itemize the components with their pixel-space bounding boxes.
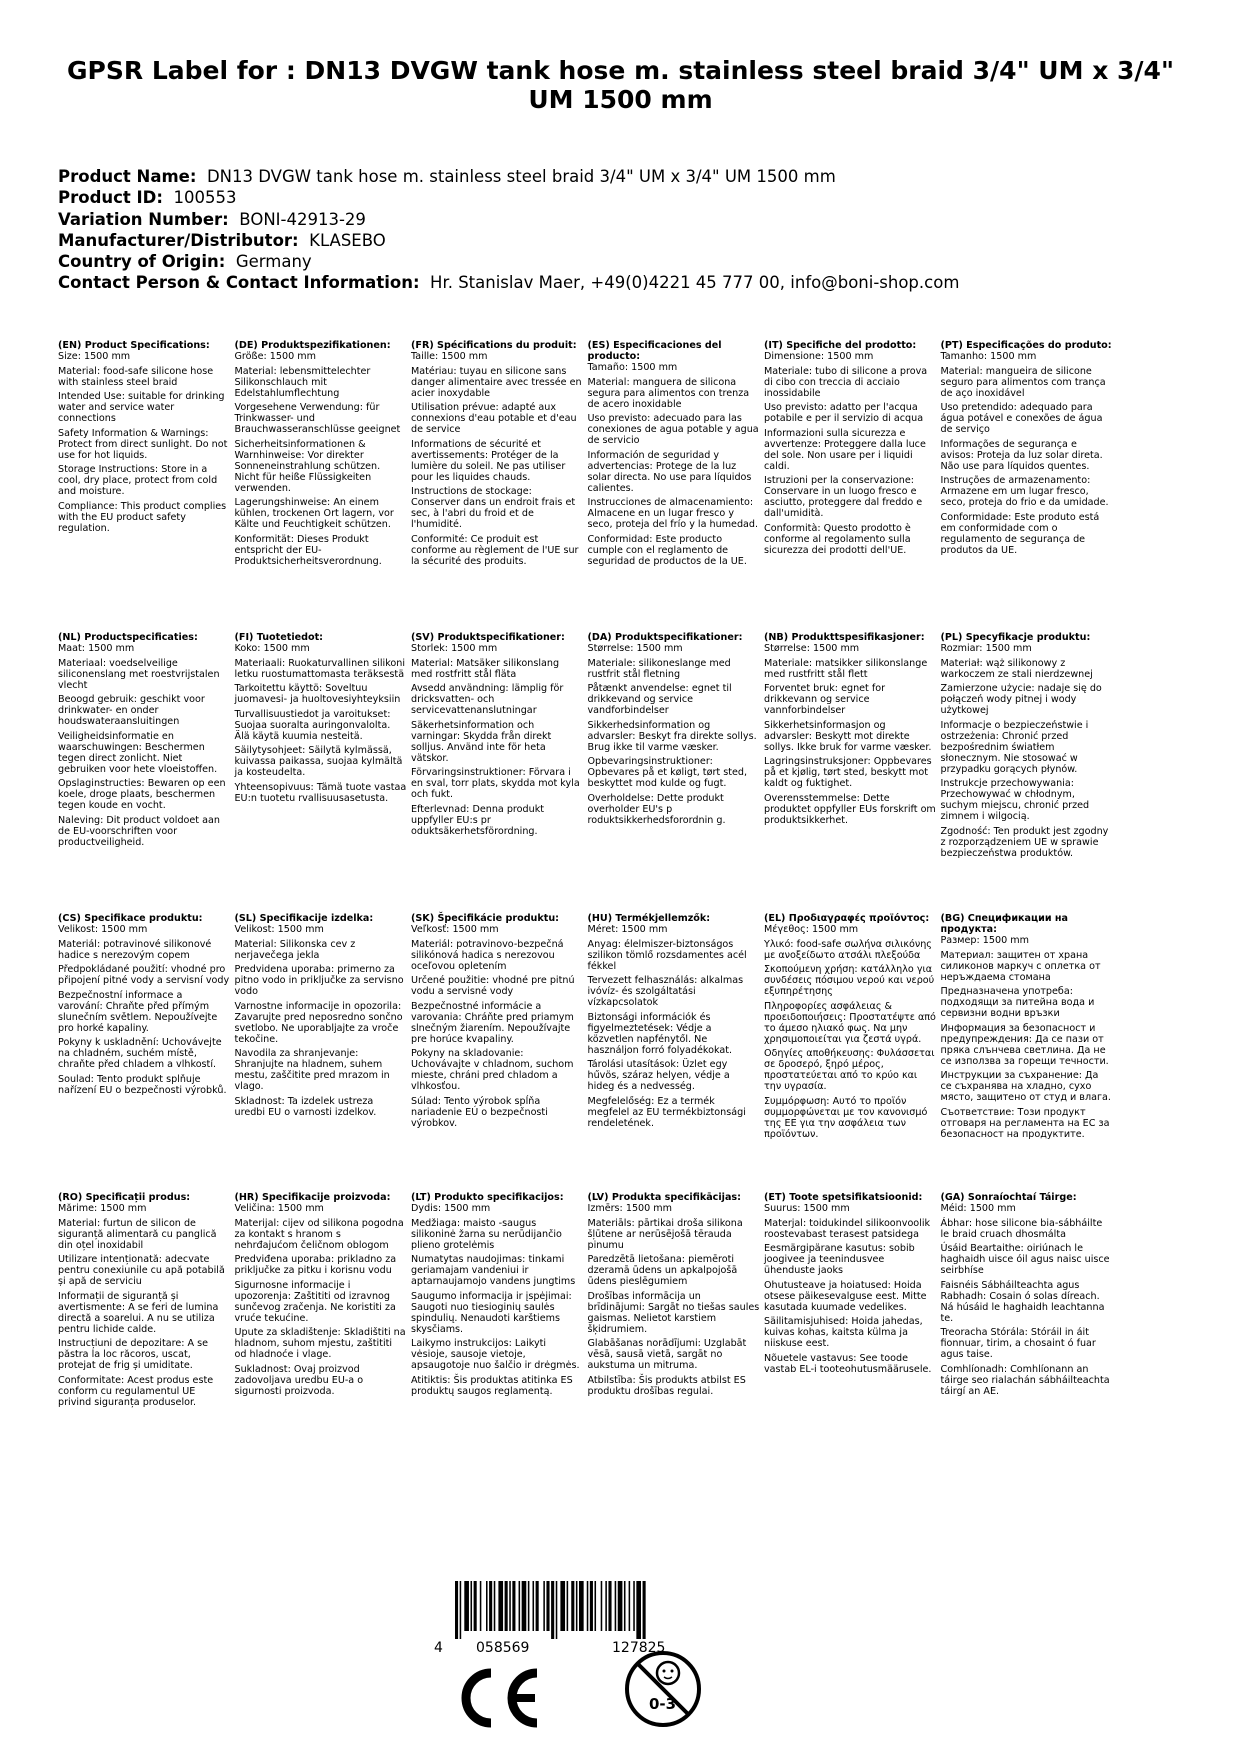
spec-line: Sikkerhedsinformation og advarsler: Beskyt fra direkte sollys. Brug ikke til varme væsker. [587, 719, 757, 753]
spec-line: Material: mangueira de silicone seguro para alimentos com trança de aço inoxidável [940, 365, 1106, 399]
spec-line: Materiaal: voedselveilige siliconenslang met roestvrijstalen vlecht [58, 657, 220, 691]
barcode-bar [455, 1581, 458, 1639]
spec-line: Suurus: 1500 mm [764, 1203, 850, 1214]
barcode-bar [601, 1581, 603, 1631]
barcode-bar [546, 1581, 549, 1631]
spec-heading: (NB) Produkttspesifikasjoner: [764, 632, 925, 643]
spec-line: Οδηγίες αποθήκευσης: Φυλάσσεται σε δροσερό, ξηρό μέρος, προστατεύεται από το κρύο και την υγρασία. [764, 1048, 935, 1093]
spec-line: Uso previsto: adatto per l'acqua potabile e per il servizio di acqua [764, 402, 924, 425]
spec-line: Materiale: matsikker silikonslange med rustfritt stål flett [764, 657, 928, 680]
barcode-bar [460, 1581, 462, 1639]
spec-block [235, 913, 407, 1122]
spec-heading: (CS) Specifikace produktu: [58, 913, 203, 924]
spec-line: Mărime: 1500 mm [58, 1203, 147, 1214]
info-value: KLASEBO [309, 230, 386, 250]
spec-line: Treoracha Stórála: Stóráil in áit fionnuar, tirim, a chosaint ó fuar agus taise. [940, 1327, 1096, 1361]
spec-line: Размер: 1500 mm [940, 935, 1029, 946]
info-value: DN13 DVGW tank hose m. stainless steel braid 3/4" UM x 3/4" UM 1500 mm [206, 167, 836, 186]
spec-line: Материал: защитен от храна силиконов маркуч с оплетка от неръждаема стомана [940, 949, 1101, 983]
info-key: Product Name: [58, 167, 197, 186]
info-row [58, 187, 1188, 208]
barcode-bar [567, 1581, 569, 1631]
spec-line: Informazioni sulla sicurezza e avvertenze: Proteggere dalla luce del sole. Non usare per i liquidi caldi. [764, 427, 926, 472]
barcode-bar [595, 1581, 597, 1631]
spec-line: Paredzētā lietošana: piemēroti dzeramā ūdens un apkalpojošā ūdens pieslēgumiem [587, 1254, 738, 1288]
barcode-bar [512, 1581, 515, 1631]
spec-line: Conformitate: Acest produs este conform cu regulamentul UE privind siguranța produselor. [58, 1374, 214, 1408]
spec-line: Megfelelőség: Ez a termék megfelel az EU termékbiztonsági rendeletének. [587, 1095, 746, 1129]
spec-line: Numatytas naudojimas: tinkami geriamajam vandeniui ir aptarnaujamojo vandens jungtims [411, 1254, 576, 1288]
spec-line: Predviđena uporaba: prikladno za priključke za pitku i korisnu vodu [234, 1254, 397, 1277]
spec-line: Förvaringsinstruktioner: Förvara i en sval, torr plats, skydda mot kyla och fukt. [411, 767, 580, 801]
spec-line: Upute za skladištenje: Skladištiti na hladnom, suhom mjestu, zaštititi od hladnoće i vlage. [234, 1327, 406, 1361]
spec-line: Μέγεθος: 1500 mm [764, 924, 859, 935]
product-info [58, 166, 1188, 294]
spec-line: Matériau: tuyau en silicone sans danger alimentaire avec tressée en acier inoxydable [411, 365, 582, 399]
spec-block [941, 632, 1113, 863]
barcode-bar [560, 1581, 565, 1631]
info-key: Manufacturer/Distributor: [58, 230, 299, 250]
spec-line: Glabāšanas norādījumi: Uzglabāt vēsā, sausā vietā, sargāt no aukstuma un mitruma. [587, 1338, 747, 1372]
spec-heading: (HU) Termékjellemzők: [587, 913, 711, 924]
spec-line: Nõuetele vastavus: See toode vastab EL-i tooteohutusmäärusele. [764, 1352, 932, 1375]
spec-line: Sikkerhetsinformasjon og advarsler: Beskytt mot direkte sollys. Ikke bruk for varme væsker. [764, 719, 932, 753]
spec-block [941, 913, 1113, 1144]
spec-line: Materiale: tubo di silicone a prova di cibo con treccia di acciaio inossidabile [764, 365, 928, 399]
spec-heading: (IT) Specifiche del prodotto: [764, 340, 917, 351]
spec-line: Bezpečnostné informácie a varovania: Chráňte pred priamym slnečným žiarením. Nepoužívajte pre horúce kvapaliny. [411, 1000, 574, 1045]
spec-line: Material: lebensmittelechter Silikonschlauch mit Edelstahlumflechtung [234, 365, 371, 399]
spec-line: Storage Instructions: Store in a cool, dry place, protect from cold and moisture. [58, 464, 218, 498]
spec-line: Instrukcje przechowywania: Przechowywać w chłodnym, suchym miejscu, chronić przed zimnem i wilgocią. [940, 778, 1090, 823]
spec-line: Drošības informācija un brīdinājumi: Sargāt no tiešas saules gaismas. Nelietot karstiem šķidrumiem. [587, 1290, 760, 1335]
barcode-bar [480, 1581, 482, 1631]
spec-line: Größe: 1500 mm [234, 351, 316, 362]
spec-line: Tamaño: 1500 mm [587, 362, 678, 373]
spec-line: Medžiaga: maisto -saugus silikoninė žarna su nerūdijančio plieno grotelėmis [411, 1217, 562, 1251]
spec-heading: (SL) Specifikacije izdelka: [234, 913, 374, 924]
spec-line: Informacje o bezpieczeństwie i ostrzeżenia: Chronić przed bezpośrednim światłem słonecznym. Nie stosować w przypadku gorących płynów. [940, 719, 1089, 775]
spec-line: Materiale: silikoneslange med rustfrit stål fletning [587, 657, 731, 680]
age-warning-label: 0-3 [649, 1695, 677, 1713]
spec-line: Tervezett felhasználás: alkalmas ivóvíz- és szolgáltatási vízkapcsolatok [587, 975, 744, 1009]
spec-heading: (BG) Спецификации на продукта: [940, 913, 1069, 935]
spec-line: Materijal: cijev od silikona pogodna za kontakt s hranom s nehrđajućom čeličnom oblogom [234, 1217, 404, 1251]
spec-line: Laikymo instrukcijos: Laikyti vėsioje, sausoje vietoje, apsaugotoje nuo šalčio ir drėgmės. [411, 1338, 580, 1372]
spec-line: Material: food-safe silicone hose with stainless steel braid [58, 365, 214, 388]
spec-block [235, 1192, 407, 1401]
spec-line: Safety Information & Warnings: Protect from direct sunlight. Do not use for hot liquids. [58, 427, 228, 461]
barcode-bar [505, 1581, 508, 1631]
spec-block [411, 340, 583, 571]
barcode-bar [579, 1581, 584, 1631]
info-row [58, 251, 1188, 272]
spec-line: Materiał: wąż silikonowy z warkoczem ze stali nierdzewnej [940, 657, 1093, 680]
spec-line: Conformité: Ce produit est conforme au règlement de l'UE sur la sécurité des produits. [411, 533, 579, 567]
spec-heading: (RO) Specificații produs: [58, 1192, 191, 1203]
spec-line: Informații de siguranță și avertismente: A se feri de lumina directă a soarelui. A nu se utiliza pentru lichide calde. [58, 1290, 219, 1335]
barcode-bar [543, 1581, 545, 1631]
not-for-children-0-3-icon [623, 1649, 703, 1729]
spec-line: Предназначена употреба: подходящи за питейна вода и сервизни водни връзки [940, 986, 1095, 1020]
spec-line: Konformität: Dieses Produkt entspricht der EU-Produktsicherheitsverordnung. [234, 533, 382, 567]
spec-line: Инструкции за съхранение: Да се съхранява на хладно, сухо място, защитено от студ и влага. [940, 1070, 1111, 1104]
spec-line: Atbilstība: Šis produkts atbilst ES produktu drošības regulai. [587, 1374, 746, 1397]
spec-block [764, 340, 936, 560]
barcode-digit-group-1: 058569 [476, 1640, 530, 1656]
barcode-bar [494, 1581, 496, 1631]
spec-line: Určené použitie: vhodné pre pitnú vodu a servisné vody [411, 975, 575, 998]
spec-line: Efterlevnad: Denna produkt uppfyller EU:s pr oduktsäkerhetsförordning. [411, 803, 545, 837]
barcode-bar [590, 1581, 593, 1631]
spec-line: Materiál: potravinové silikonové hadice s nerezovým copem [58, 938, 212, 961]
spec-line: Instruções de armazenamento: Armazene em um lugar fresco, seco, proteja do frio e da umidade. [940, 475, 1109, 509]
spec-line: Størrelse: 1500 mm [764, 643, 860, 654]
barcode-bar [636, 1581, 641, 1639]
spec-line: Συμμόρφωση: Αυτό το προϊόν συμμορφώνεται με τον κανονισμό της ΕΕ για την ασφάλεια των προϊόντων. [764, 1095, 928, 1140]
spec-line: Veličina: 1500 mm [234, 1203, 324, 1214]
spec-line: Opbevaringsinstruktioner: Opbevares på et køligt, tørt sted, beskyttet mod kulde og fugt. [587, 756, 748, 790]
barcode-bar [551, 1581, 554, 1639]
spec-line: Materjal: toidukindel silikoonvoolik roostevabast terasest patsidega [764, 1217, 931, 1240]
spec-heading: (GA) Sonraíochtaí Táirge: [940, 1192, 1077, 1203]
spec-line: Navodila za shranjevanje: Shranjujte na hladnem, suhem mestu, zaščitite pred mrazom in vlago. [234, 1048, 390, 1093]
barcode-bar [605, 1581, 607, 1631]
barcode-digit-1: 4 [434, 1640, 443, 1656]
spec-line: Instrucțiuni de depozitare: A se păstra la loc răcoros, uscat, protejat de frig și umiditate. [58, 1338, 209, 1372]
barcode-bar [528, 1581, 530, 1631]
spec-line: Compliance: This product complies with the EU product safety regulation. [58, 500, 227, 534]
spec-heading: (SV) Produktspecifikationer: [411, 632, 565, 643]
spec-line: Overholdelse: Dette produkt overholder EU's p roduktsikkerhedsforordnin g. [587, 792, 726, 826]
info-row [58, 272, 1188, 293]
spec-line: Yhteensopivuus: Tämä tuote vastaa EU:n tuotetu rvallisuusasetusta. [234, 781, 407, 804]
info-value: BONI-42913-29 [239, 209, 366, 229]
barcode-bar [615, 1581, 617, 1631]
barcode-bar [489, 1581, 492, 1631]
barcode-bar [571, 1581, 574, 1631]
spec-line: Съответствие: Този продукт отговаря на регламента на ЕС за безопасност на продуктите. [940, 1106, 1110, 1140]
spec-line: Dimensione: 1500 mm [764, 351, 874, 362]
barcode-bar [556, 1581, 558, 1639]
spec-heading: (ET) Toote spetsifikatsioonid: [764, 1192, 923, 1203]
spec-heading: (HR) Specifikacije proizvoda: [234, 1192, 391, 1203]
spec-block [941, 340, 1113, 560]
spec-line: Material: Matsäker silikonslang med rostfritt stål fläta [411, 657, 560, 680]
spec-block [588, 1192, 760, 1401]
spec-line: Atitiktis: Šis produktas atitinka ES produktų saugos reglamentą. [411, 1374, 573, 1397]
spec-line: Avsedd användning: lämplig för dricksvatten- och servicevattenanslutningar [411, 683, 564, 717]
barcode-bar [618, 1581, 623, 1631]
spec-heading: (DE) Produktspezifikationen: [234, 340, 391, 351]
barcode [455, 1581, 702, 1639]
spec-heading: (FI) Tuotetiedot: [234, 632, 323, 643]
barcode-bar [576, 1581, 578, 1631]
barcode-bar [471, 1581, 473, 1631]
spec-line: Úsáid Beartaithe: oiriúnach le haghaidh uisce óil agus naisc uisce seirbhíse [940, 1243, 1110, 1277]
barcode-bar [643, 1581, 646, 1639]
spec-line: Informations de sécurité et avertissements: Protéger de la lumière du soleil. Ne pas utiliser pour les liquides chauds. [411, 438, 566, 483]
spec-line: Vorgesehene Verwendung: für Trinkwasser- und Brauchwasseranschlüsse geeignet [234, 402, 401, 436]
spec-line: Materiaali: Ruokaturvallinen silikoni letku ruostumattomasta teräksestä [234, 657, 406, 680]
barcode-bar [629, 1581, 631, 1631]
info-value: Hr. Stanislav Maer, +49(0)4221 45 777 00, info@boni-shop.com [430, 273, 960, 293]
spec-line: Koko: 1500 mm [234, 643, 310, 654]
barcode-bar [498, 1581, 503, 1631]
page-title: GPSR Label for : DN13 DVGW tank hose m. stainless steel braid 3/4" UM x 3/4" UM 1500 mm [67, 56, 1174, 114]
spec-line: Ohutusteave ja hoiatused: Hoida otsese päikesevalguse eest. Mitte kasutada kuumade vedelikes. [764, 1279, 927, 1313]
info-value: 100553 [173, 188, 237, 208]
spec-block [411, 1192, 583, 1401]
spec-line: Conformidad: Este producto cumple con el reglamento de seguridad de productos de la UE. [587, 533, 747, 567]
info-key: Product ID: [58, 188, 163, 208]
barcode-bar [519, 1581, 521, 1631]
spec-line: Overensstemmelse: Dette produktet oppfyller EUs forskrift om produktsikkerhet. [764, 792, 936, 826]
spec-line: Sigurnosne informacije i upozorenja: Zaštititi od izravnog sunčevog zračenja. Ne koristiti za vruće tekućine. [234, 1279, 396, 1324]
spec-line: Instructions de stockage: Conserver dans un endroit frais et sec, à l'abri du froid et de l'humidité. [411, 486, 576, 531]
barcode-bar [536, 1581, 539, 1631]
spec-line: Material: manguera de silicona segura para alimentos con trenza de acero inoxidable [587, 376, 750, 410]
spec-line: Σκοπούμενη χρήση: κατάλληλο για συνδέσεις πόσιμου νερού και νερού εξυπηρέτησης [764, 964, 935, 998]
spec-line: Tamanho: 1500 mm [940, 351, 1037, 362]
ce-mark-icon [455, 1665, 543, 1731]
spec-heading: (PL) Specyfikacje produktu: [940, 632, 1091, 643]
spec-line: Dydis: 1500 mm [411, 1203, 491, 1214]
barcode-bar [624, 1581, 626, 1631]
spec-line: Velikost: 1500 mm [58, 924, 148, 935]
barcode-bar [608, 1581, 611, 1631]
spec-heading: (EN) Product Specifications: [58, 340, 210, 351]
spec-block [58, 1192, 230, 1412]
spec-line: Uso pretendido: adequado para água potável e conexões de água de serviço [940, 402, 1103, 436]
spec-line: Materiāls: pārtikai droša silikona šļūtene ar nerūsējošā tērauda pinumu [587, 1217, 743, 1251]
spec-block [235, 632, 407, 808]
spec-line: Skladnost: Ta izdelek ustreza uredbi EU o varnosti izdelkov. [234, 1095, 377, 1118]
barcode-bar [633, 1581, 635, 1631]
spec-block [764, 913, 936, 1144]
spec-line: Pokyny na skladovanie: Uchovávajte v chladnom, suchom mieste, chráni pred chladom a vlhkosťou. [411, 1048, 574, 1093]
spec-block [411, 913, 583, 1133]
barcode-bar [509, 1581, 511, 1631]
spec-line: Comhlíonadh: Comhlíonann an táirge seo rialachán sábháilteachta táirgí an AE. [940, 1363, 1110, 1397]
spec-line: Varnostne informacije in opozorila: Zavarujte pred neposredno sončno svetlobo. Ne uporabljajte za vroče tekočine. [234, 1000, 403, 1045]
barcode-bar [474, 1581, 477, 1631]
spec-line: Utilizare intenționată: adecvate pentru conexiunile cu apă potabilă și apă de serviciu [58, 1254, 225, 1288]
spec-block [58, 913, 230, 1100]
spec-line: Информация за безопасност и предупреждения: Да се пази от пряка слънчева светлина. Да не се използва за горещи течности. [940, 1022, 1109, 1067]
info-key: Country of Origin: [58, 252, 226, 272]
spec-block [764, 632, 936, 830]
spec-line: Utilisation prévue: adapté aux connexions d'eau potable et d'eau de service [411, 402, 577, 436]
spec-line: Saugumo informacija ir įspėjimai: Saugoti nuo tiesioginių saulės spindulių. Nenaudoti karštiems skysčiams. [411, 1290, 572, 1335]
spec-line: Πληροφορίες ασφάλειας & προειδοποιήσεις: Προστατέψτε από το άμεσο ηλιακό φως. Να μην χρησιμοποιείται για ζεστά υγρά. [764, 1000, 936, 1045]
spec-line: Méret: 1500 mm [587, 924, 668, 935]
info-value: Germany [235, 252, 312, 272]
spec-line: Informações de segurança e avisos: Proteja da luz solar direta. Não use para líquidos quentes. [940, 438, 1103, 472]
spec-line: Súlad: Tento výrobok spĺňa nariadenie EÚ o bezpečnosti výrobkov. [411, 1095, 548, 1129]
spec-line: Size: 1500 mm [58, 351, 131, 362]
spec-line: Turvallisuustiedot ja varoitukset: Suojaa suoralta auringonvalolta. Älä käytä kuumia nesteitä. [234, 708, 391, 742]
spec-line: Opslaginstructies: Bewaren op een koele, droge plaats, beschermen tegen koude en vocht. [58, 778, 226, 812]
spec-line: Säkerhetsinformation och varningar: Skydda från direkt solljus. Använd inte för heta vätskor. [411, 719, 552, 764]
spec-heading: (ES) Especificaciones del producto: [587, 340, 722, 362]
spec-block [588, 340, 760, 571]
spec-line: Sicherheitsinformationen & Warnhinweise: Vor direkter Sonneneinstrahlung schützen. Nicht für heiße Flüssigkeiten verwenden. [234, 438, 381, 494]
spec-block [58, 632, 230, 852]
spec-line: Υλικό: food-safe σωλήνα σιλικόνης με ανοξείδωτο ατσάλι πλεξούδα [764, 938, 932, 961]
spec-line: Taille: 1500 mm [411, 351, 488, 362]
spec-line: Material: Silikonska cev z nerjavečega jekla [234, 938, 356, 961]
spec-line: Velikost: 1500 mm [234, 924, 324, 935]
spec-line: Naleving: Dit product voldoet aan de EU-voorschriften voor productveiligheid. [58, 814, 220, 848]
spec-line: Lagerungshinweise: An einem kühlen, trockenen Ort lagern, vor Kälte und Feuchtigkeit schützen. [234, 497, 394, 531]
spec-block [411, 632, 583, 841]
spec-line: Sukladnost: Ovaj proizvod zadovoljava uredbu EU-a o sigurnosti proizvoda. [234, 1363, 364, 1397]
spec-line: Instrucciones de almacenamiento: Almacene en un lugar fresco y seco, proteja del frío y la humedad. [587, 497, 759, 531]
spec-line: Storlek: 1500 mm [411, 643, 498, 654]
spec-line: Tárolási utasítások: Üzlet egy hűvös, száraz helyen, védje a hideg és a nedvesség. [587, 1059, 730, 1093]
spec-line: Předpokládané použití: vhodné pro připojení pitné vody a servisní vody [58, 964, 230, 987]
info-key: Variation Number: [58, 209, 229, 229]
spec-block [941, 1192, 1113, 1401]
spec-line: Materiál: potravinovo-bezpečná silikónová hadica s nerezovou oceľovou opletením [411, 938, 564, 972]
spec-line: Biztonsági információk és figyelmeztetések: Védje a közvetlen napfénytől. Ne használjon forró folyadékokat. [587, 1011, 733, 1056]
spec-line: Información de seguridad y advertencias: Protege de la luz solar directa. No use para líquidos calientes. [587, 449, 752, 494]
spec-line: Predvidena uporaba: primerno za pitno vodo in priključke za servisno vodo [234, 964, 404, 998]
spec-line: Méid: 1500 mm [940, 1203, 1016, 1214]
spec-line: Säilytysohjeet: Säilytä kylmässä, kuivassa paikassa, suojaa kylmältä ja kosteudelta. [234, 745, 403, 779]
spec-heading: (SK) Špecifikácie produktu: [411, 913, 560, 924]
spec-line: Intended Use: suitable for drinking water and service water connections [58, 391, 225, 425]
spec-heading: (PT) Especificações do produto: [940, 340, 1112, 351]
spec-block [588, 632, 760, 830]
spec-line: Veiligheidsinformatie en waarschuwingen: Beschermen tegen direct zonlicht. Niet gebruiken voor hete vloeistoffen. [58, 730, 218, 775]
spec-heading: (LV) Produkta specifikācijas: [587, 1192, 741, 1203]
spec-block [588, 913, 760, 1133]
spec-heading: (NL) Productspecificaties: [58, 632, 198, 643]
spec-line: Eesmärgipärane kasutus: sobib joogivee ja teenindusvee ühenduste jaoks [764, 1243, 915, 1277]
spec-line: Bezpečnostní informace a varování: Chraňte před přímým slunečním světlem. Nepoužívejte pro horké kapaliny. [58, 989, 218, 1034]
spec-line: Påtænkt anvendelse: egnet til drikkevand og service vandforbindelser [587, 683, 732, 717]
spec-line: Rozmiar: 1500 mm [940, 643, 1032, 654]
spec-line: Lagringsinstruksjoner: Oppbevares på et kjølig, tørt sted, beskytt mot kaldt og fuktighet. [764, 756, 932, 790]
spec-line: Veľkosť: 1500 mm [411, 924, 499, 935]
barcode-bar [522, 1581, 527, 1631]
barcode-bar [486, 1581, 488, 1631]
spec-line: Säilitamisjuhised: Hoida jahedas, kuivas kohas, kaitsta külma ja niiskuse eest. [764, 1316, 923, 1350]
spec-block [764, 1192, 936, 1379]
spec-line: Beoogd gebruik: geschikt voor drinkwater- en onder houdswateraansluitingen [58, 694, 205, 728]
spec-line: Izmērs: 1500 mm [587, 1203, 672, 1214]
spec-line: Conformità: Questo prodotto è conforme al regolamento sulla sicurezza dei prodotti dell'UE. [764, 522, 911, 556]
info-row [58, 209, 1188, 230]
spec-heading: (DA) Produktspecifikationer: [587, 632, 743, 643]
spec-line: Størrelse: 1500 mm [587, 643, 683, 654]
info-key: Contact Person & Contact Information: [58, 273, 420, 293]
spec-line: Istruzioni per la conservazione: Conservare in un luogo fresco e asciutto, proteggere dal freddo e dall'umidità. [764, 475, 923, 520]
spec-line: Tarkoitettu käyttö: Soveltuu juomavesi- ja huoltovesiyhteyksiin [234, 683, 401, 706]
spec-block [235, 340, 407, 571]
spec-line: Anyag: élelmiszer-biztonságos szilikon tömlő rozsdamentes acél fékkel [587, 938, 747, 972]
info-row [58, 166, 1188, 187]
spec-heading: (FR) Spécifications du produit: [411, 340, 577, 351]
spec-line: Faisnéis Sábháilteachta agus Rabhadh: Cosain ó solas díreach. Ná húsáid le haghaidh leachtanna te. [940, 1279, 1105, 1324]
spec-line: Soulad: Tento produkt splňuje nařízení EU o bezpečnosti výrobků. [58, 1073, 227, 1096]
barcode-bar [533, 1581, 535, 1631]
spec-heading: (LT) Produkto specifikacijos: [411, 1192, 564, 1203]
spec-line: Conformidade: Este produto está em conformidade com o regulamento de segurança de produtos da UE. [940, 511, 1100, 556]
spec-line: Ábhar: hose silicone bia-sábháilte le braid cruach dhosmálta [940, 1217, 1103, 1240]
barcode-bar [464, 1581, 469, 1631]
spec-line: Uso previsto: adecuado para las conexiones de agua potable y agua de servicio [587, 413, 759, 447]
spec-line: Pokyny k uskladnění: Uchovávejte na chladném, suchém místě, chraňte před chladem a vlhkostí. [58, 1037, 222, 1071]
spec-block [58, 340, 230, 538]
barcode-bar [587, 1581, 589, 1631]
spec-line: Material: furtun de silicon de siguranță alimentară cu panglică din oțel inoxidabil [58, 1217, 217, 1251]
barcode-digit-group-2: 127825 [612, 1640, 666, 1656]
spec-line: Zgodność: Ten produkt jest zgodny z rozporządzeniem UE w sprawie bezpieczeństwa produktów. [940, 825, 1109, 859]
info-row [58, 230, 1188, 251]
spec-line: Forventet bruk: egnet for drikkevann og service vannforbindelser [764, 683, 886, 717]
spec-line: Zamierzone użycie: nadaje się do połączeń wody pitnej i wody użytkowej [940, 683, 1102, 717]
spec-line: Maat: 1500 mm [58, 643, 135, 654]
spec-heading: (EL) Προδιαγραφές προϊόντος: [764, 913, 930, 924]
